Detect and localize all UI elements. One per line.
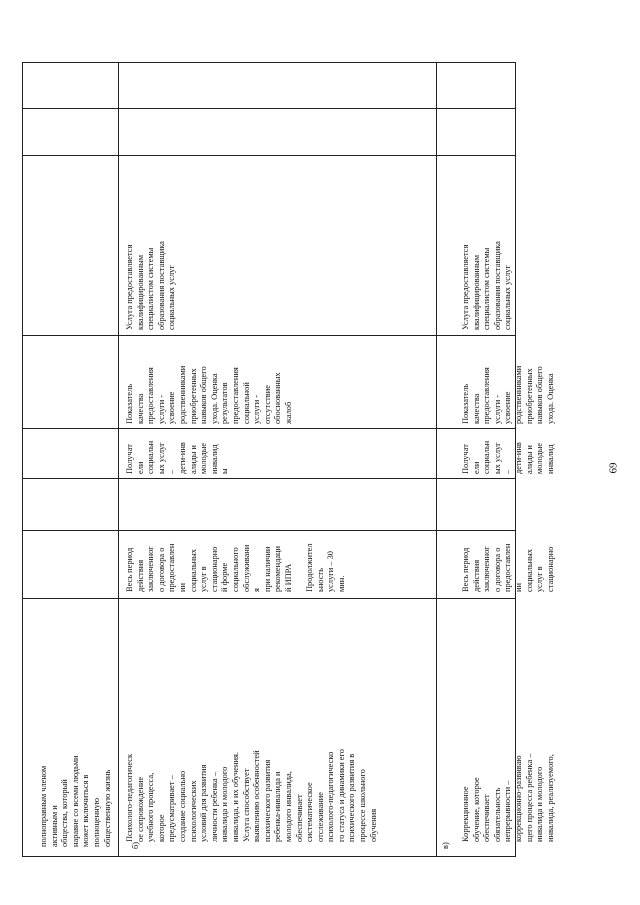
cell-text: Получат ели социальн ых услуг – дети-инв алиды и молодые инвалид ы: [125, 440, 230, 474]
row-1-indicators-cell: [124, 334, 434, 426]
row-0-service-cell: [37, 604, 117, 850]
table-rule: [22, 62, 516, 63]
cell-text: Показатель качества предоставления услуги - усвоение родственниками приобретенных навыков общего ухода. Оценка: [461, 365, 555, 424]
row-1-period-cell: [124, 530, 434, 594]
row-2-recipients-cell: [460, 426, 555, 476]
cell-text: Услуга предоставляется квалифицированным специалистом системы образования поставщика социальных услуг: [125, 241, 177, 330]
row-separator: [436, 62, 437, 857]
table-border-left: [22, 62, 23, 857]
row-label: в): [441, 842, 450, 849]
row-1-conditions-cell: [124, 155, 434, 333]
page-number: 69: [607, 462, 620, 474]
row-2-label: [440, 810, 460, 850]
table-rule: [22, 478, 516, 479]
row-1-recipients-cell: [124, 426, 434, 476]
row-2-service-text: [460, 600, 555, 844]
row-2-conditions-cell: [460, 155, 535, 333]
cell-text: Получат ели социальн ых услуг – дети-инв алиды и молодые инвалид: [461, 440, 555, 474]
cell-text: Психолого-педагогическ ое сопровождение учебного процесса, которое предусматривает – создание социально психологических условий для развития личности ребенка – инвалида и молодого инвалида, и их обучения. Услуга способствует выявлению особенностей психического развития ребенка-инвалида и молодого инвалида, обеспечивает систематическое отслеживание психолого-педагогическо го статуса и динамики его психического развития в процессе школьного обучения: [125, 749, 378, 842]
cell-text: полноправным членом активным и общества, который наравне со всеми людьми может включиться в полноценную общественную жизнь: [39, 755, 112, 847]
cell-text: Коррекционное обучение, которое обеспечивает обязательность непрерывности – коррекционно-развиваю щего процесса ребенка – инвалида и молодого инвалида, реализуемого,: [461, 753, 555, 842]
cell-text: Услуга предоставляется квалифицированным специалистом системы образования поставщика социальных услуг: [461, 241, 513, 330]
row-2-indicators-cell: [460, 334, 555, 426]
cell-text: Весь период действия заключенног о договора о предоставлен ии социальных услуг в стационарно: [461, 543, 555, 592]
row-label: б): [131, 841, 140, 849]
cell-text: Показатель качества предоставления услуги - усвоение родственниками приобретенных навыков общего ухода. Оценка результатов предоставления социальной услуги - отсутствие обоснованных жалоб: [125, 365, 293, 424]
row-1-service-text: [124, 600, 434, 844]
row-separator: [118, 62, 119, 857]
table-rule: [22, 598, 516, 599]
table-rule: [22, 108, 516, 109]
table-rule: [22, 856, 516, 857]
cell-text: Весь период действия заключенног о договора о предоставлен ии социальных услуг в стационарно й форме социального обслуживани я при наличии рекомендаци й ИПРА Продолжител ьность услуги – 30 мин.: [125, 543, 346, 592]
row-2-period-cell: [460, 530, 555, 594]
